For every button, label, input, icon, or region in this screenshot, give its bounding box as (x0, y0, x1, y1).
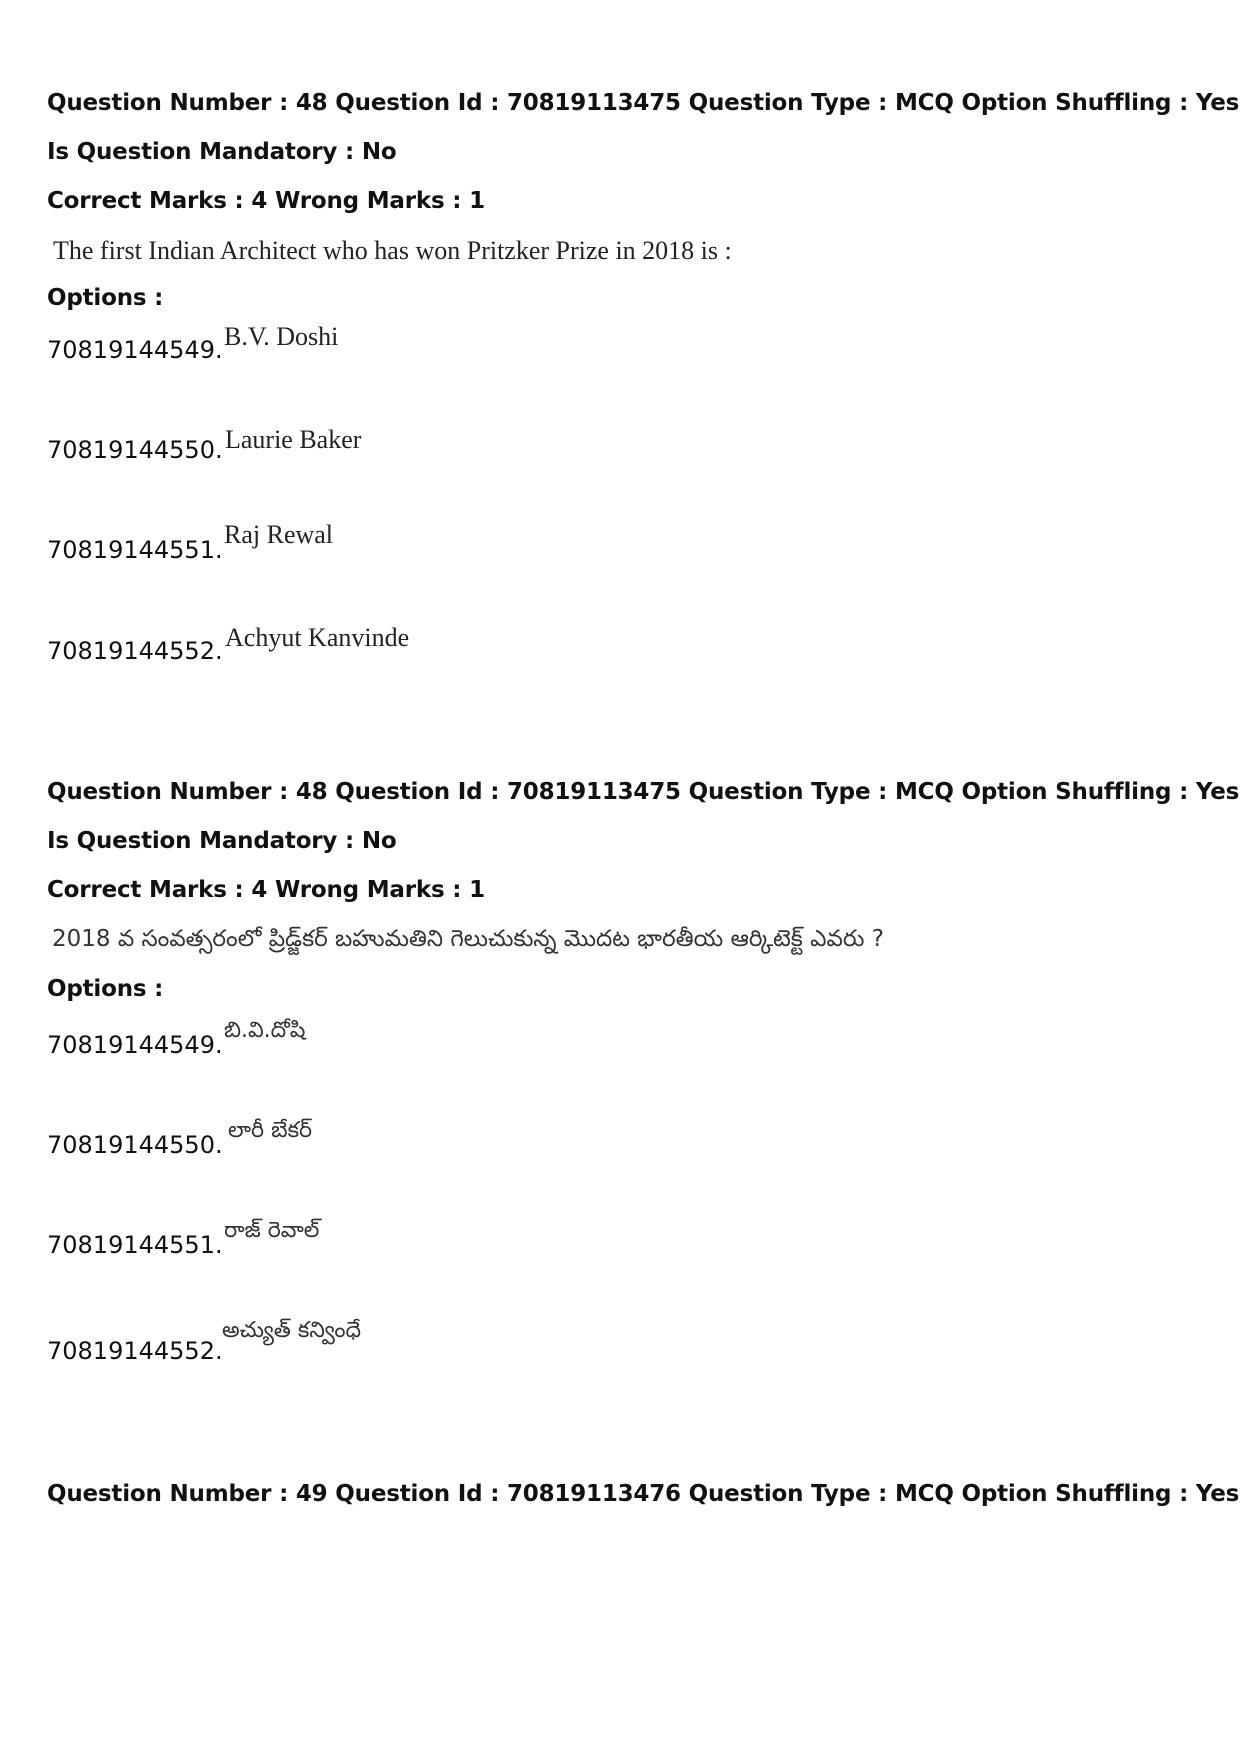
option-id: 70819144551. (47, 1231, 223, 1259)
option-text: లారీ బేకర్ (228, 1118, 313, 1143)
question-mandatory: Is Question Mandatory : No (47, 139, 397, 165)
option-text: Achyut Kanvinde (225, 623, 410, 652)
option-text: Laurie Baker (225, 425, 362, 454)
options-label: Options : (47, 976, 164, 1002)
option-text: బి.వి.దోషి (224, 1018, 306, 1043)
question-header: Question Number : 48 Question Id : 70819113475 Question Type : MCQ Option Shuffling : Yes (47, 90, 1240, 116)
question-header: Question Number : 49 Question Id : 70819113476 Question Type : MCQ Option Shuffling : Yes (47, 1481, 1240, 1507)
question-mandatory: Is Question Mandatory : No (47, 828, 397, 854)
option-id: 70819144551. (47, 536, 223, 564)
option-text: B.V. Doshi (224, 322, 339, 351)
question-marks: Correct Marks : 4 Wrong Marks : 1 (47, 188, 485, 214)
question-marks: Correct Marks : 4 Wrong Marks : 1 (47, 877, 485, 903)
options-label: Options : (47, 285, 164, 311)
option-text: అచ్యుత్ కన్వింధే (222, 1318, 362, 1343)
question-text: The first Indian Architect who has won Pritzker Prize in 2018 is : (53, 236, 732, 265)
option-id: 70819144552. (47, 637, 223, 665)
option-id: 70819144552. (47, 1337, 223, 1365)
option-text: రాజ్ రెవాల్ (224, 1218, 320, 1243)
option-id: 70819144550. (47, 1131, 223, 1159)
question-text: 2018 వ సంవత్సరంలో ప్రిడ్జ్‌కర్ బహుమతిని గెలుచుకున్న మొదట భారతీయ ఆర్కిటెక్ట్ ఎవరు ? (52, 926, 884, 952)
option-id: 70819144549. (47, 336, 223, 364)
option-text: Raj Rewal (224, 520, 334, 549)
option-id: 70819144549. (47, 1031, 223, 1059)
option-id: 70819144550. (47, 436, 223, 464)
question-header: Question Number : 48 Question Id : 70819113475 Question Type : MCQ Option Shuffling : Yes (47, 779, 1240, 805)
